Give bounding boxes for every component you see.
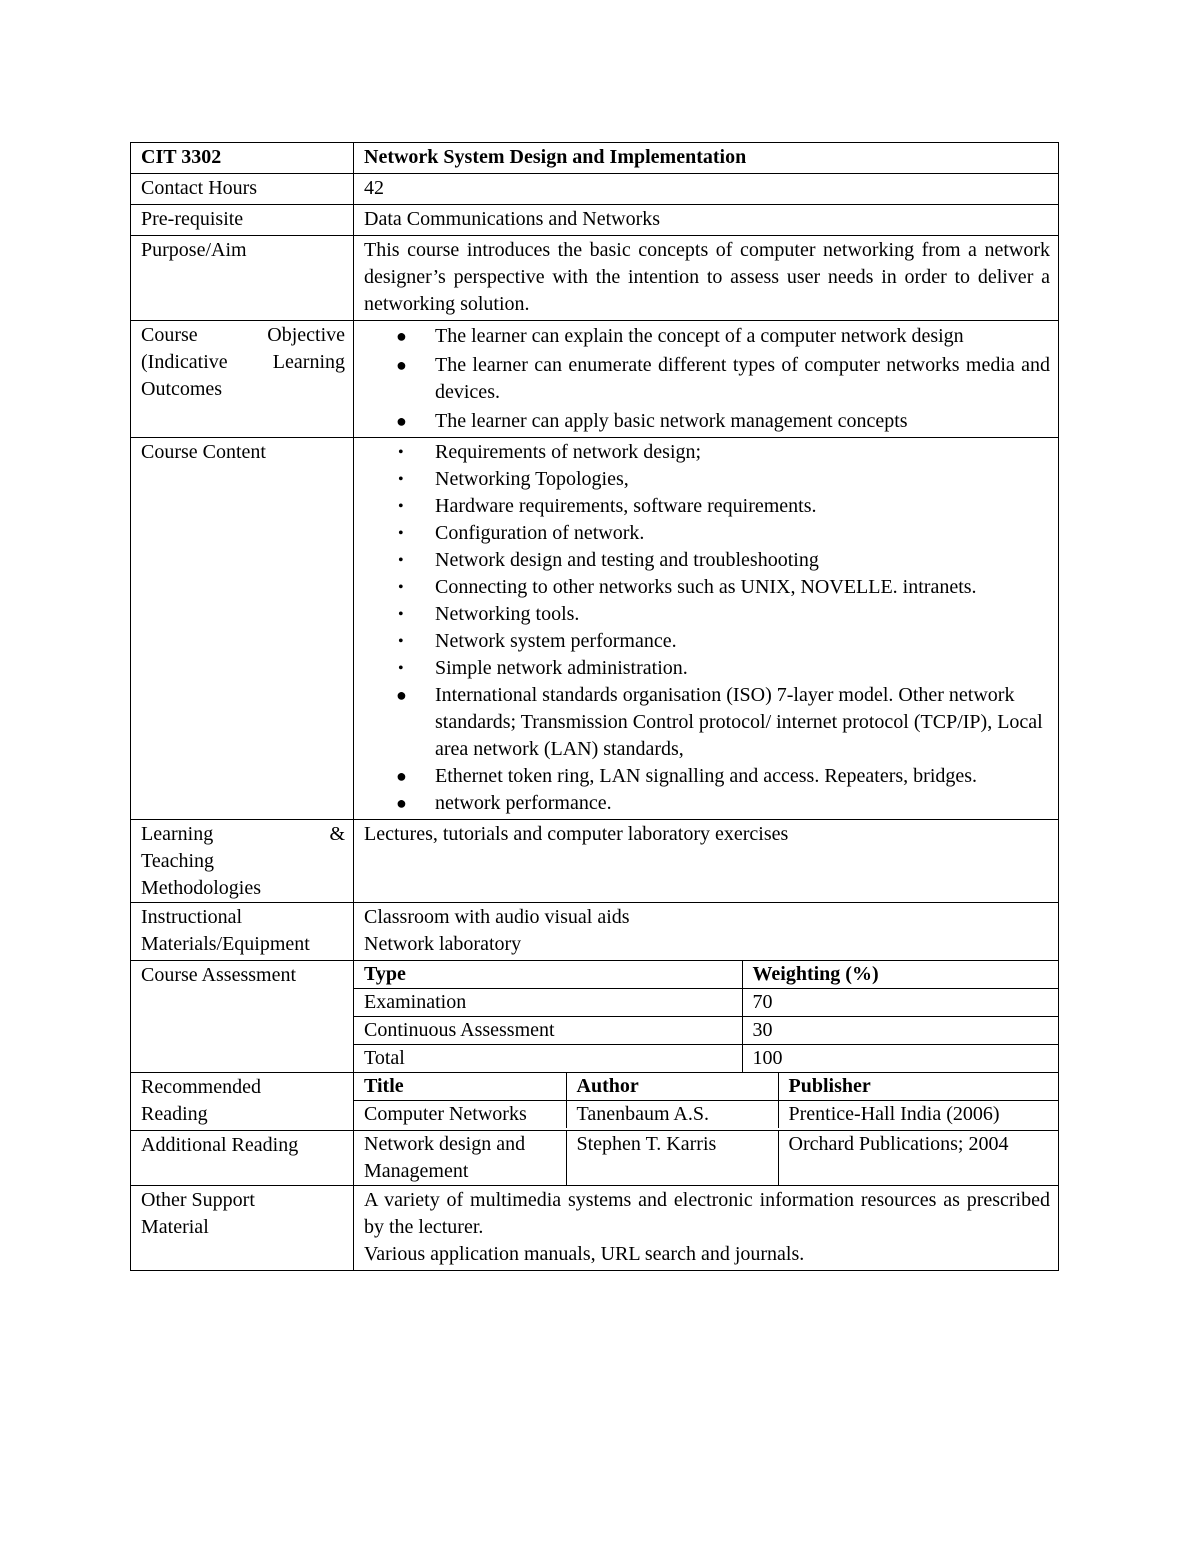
table-row [354,1131,1058,1185]
list-item: ● Ethernet token ring, LAN signalling and access. Repeaters, bridges. [364,763,1050,790]
objective-row [131,321,1059,438]
materials-label-line: Materials/Equipment [141,933,310,955]
table-row [354,989,1058,1017]
assessment-weight: 70 [742,989,1058,1017]
bullet-icon: • [398,471,404,488]
bullet-icon: ● [396,793,407,813]
prerequisite-row [131,205,1059,236]
bullet-icon: • [398,579,404,596]
bullet-icon: • [398,606,404,623]
support-label-line: Material [141,1216,209,1238]
list-item: ● International standards organisation (ISO) 7-layer model. Other network standards; Transmission Control protocol/ internet protocol (TCP/IP), Local area network (LAN) standards, [396,684,1043,760]
content-row [131,438,1059,820]
support-label [131,1186,354,1271]
purpose-row [131,236,1059,321]
assessment-weight: 100 [742,1045,1058,1073]
content-cell [354,438,1059,820]
list-item: • Connecting to other networks such as UNIX, NOVELLE. intranets. [364,574,1050,601]
contact-hours-label: Contact Hours [131,174,354,205]
header-row [131,143,1059,174]
objective-label-line: Outcomes [141,378,223,400]
bullet-icon: ● [396,355,407,375]
reading-header-author: Author [566,1073,778,1101]
reading-header-publisher: Publisher [778,1073,1058,1101]
additional-author: Stephen T. Karris [566,1131,778,1185]
purpose-label: Purpose/Aim [131,236,354,321]
support-value [354,1186,1059,1271]
assessment-type: Continuous Assessment [354,1017,742,1045]
objective-label-line: Course Objective [141,324,345,346]
methodologies-label-line: Learning & [141,823,345,845]
list-item: • Network design and testing and troubleshooting [364,547,1050,574]
content-label: Course Content [131,438,354,820]
objective-cell [354,321,1059,438]
assessment-type: Total [354,1045,742,1073]
list-item: ● network performance. [364,790,1050,817]
assessment-cell [354,961,1059,1073]
recommended-reading-label [131,1073,354,1131]
additional-reading-label: Additional Reading [131,1131,354,1186]
contact-hours-row [131,174,1059,205]
list-item: • Network system performance. [364,628,1050,655]
reading-header-title: Title [354,1073,566,1101]
assessment-table [354,961,1058,1072]
prerequisite-value: Data Communications and Networks [354,205,1059,236]
assessment-row [131,961,1059,1073]
additional-publisher: Orchard Publications; 2004 [778,1131,1058,1185]
reading-publisher: Prentice-Hall India (2006) [778,1101,1058,1129]
bullet-icon: • [398,444,404,461]
materials-value [354,903,1059,961]
course-outline-table [130,142,1059,1271]
bullet-icon: ● [396,766,407,786]
objective-list [364,323,1050,435]
recommended-reading-cell [354,1073,1059,1131]
bullet-icon: • [398,525,404,542]
course-outline-document [130,142,1059,1271]
list-item: ● The learner can apply basic network management concepts [364,408,1050,435]
materials-line: Network laboratory [364,933,522,955]
support-line: Various application manuals, URL search and journals. [364,1243,805,1265]
materials-label [131,903,354,961]
assessment-header-weighting: Weighting (%) [742,961,1058,989]
list-item: • Requirements of network design; [364,439,1050,466]
purpose-text: This course introduces the basic concepts of computer networking from a network designer’s perspective with the intention to assess user needs in order to deliver a networking solution. [354,236,1059,321]
assessment-header-type: Type [354,961,742,989]
bullet-icon: ● [396,326,407,346]
additional-reading-table [354,1131,1058,1185]
assessment-type: Examination [354,989,742,1017]
support-row [131,1186,1059,1271]
recommended-label-line: Recommended [141,1076,261,1098]
bullet-icon: • [398,660,404,677]
list-item: • Hardware requirements, software requirements. [364,493,1050,520]
materials-label-line: Instructional [141,906,243,928]
bullet-icon: ● [396,685,407,705]
methodologies-label-line: Methodologies [141,877,261,899]
table-row [354,1045,1058,1073]
table-row [354,1017,1058,1045]
bullet-icon: • [398,552,404,569]
recommended-reading-row [131,1073,1059,1131]
table-row [354,1073,1058,1101]
support-line: A variety of multimedia systems and electronic information resources as prescribed by the lecturer. [364,1189,1050,1238]
objective-label [131,321,354,438]
table-row [354,1101,1058,1129]
additional-reading-row [131,1131,1059,1186]
methodologies-label-line: Teaching [141,850,215,872]
materials-row [131,903,1059,961]
list-item: • Networking tools. [364,601,1050,628]
bullet-icon: • [398,633,404,650]
support-label-line: Other Support [141,1189,255,1211]
methodologies-value: Lectures, tutorials and computer laboratory exercises [354,820,1059,903]
assessment-label: Course Assessment [131,961,354,1073]
methodologies-label [131,820,354,903]
methodologies-row [131,820,1059,903]
reading-title: Computer Networks [354,1101,566,1129]
prerequisite-label: Pre-requisite [131,205,354,236]
course-title: Network System Design and Implementation [354,143,1059,174]
additional-title: Network design and Management [354,1131,566,1185]
table-row [354,961,1058,989]
assessment-weight: 30 [742,1017,1058,1045]
reading-table [354,1073,1058,1128]
bullet-icon: ● [396,411,407,431]
list-item: • Networking Topologies, [364,466,1050,493]
contact-hours-value: 42 [354,174,1059,205]
bullet-icon: • [398,498,404,515]
content-list [364,439,1050,817]
course-code: CIT 3302 [131,143,354,174]
list-item: ● The learner can explain the concept of a computer network design [364,323,1050,352]
materials-line: Classroom with audio visual aids [364,906,630,928]
list-item: • Configuration of network. [364,520,1050,547]
list-item: • Simple network administration. [364,655,1050,682]
additional-reading-cell [354,1131,1059,1186]
list-item: ● The learner can enumerate different types of computer networks media and devices. [396,354,1050,403]
reading-author: Tanenbaum A.S. [566,1101,778,1129]
recommended-label-line: Reading [141,1103,208,1125]
objective-label-line: (Indicative Learning [141,351,345,373]
